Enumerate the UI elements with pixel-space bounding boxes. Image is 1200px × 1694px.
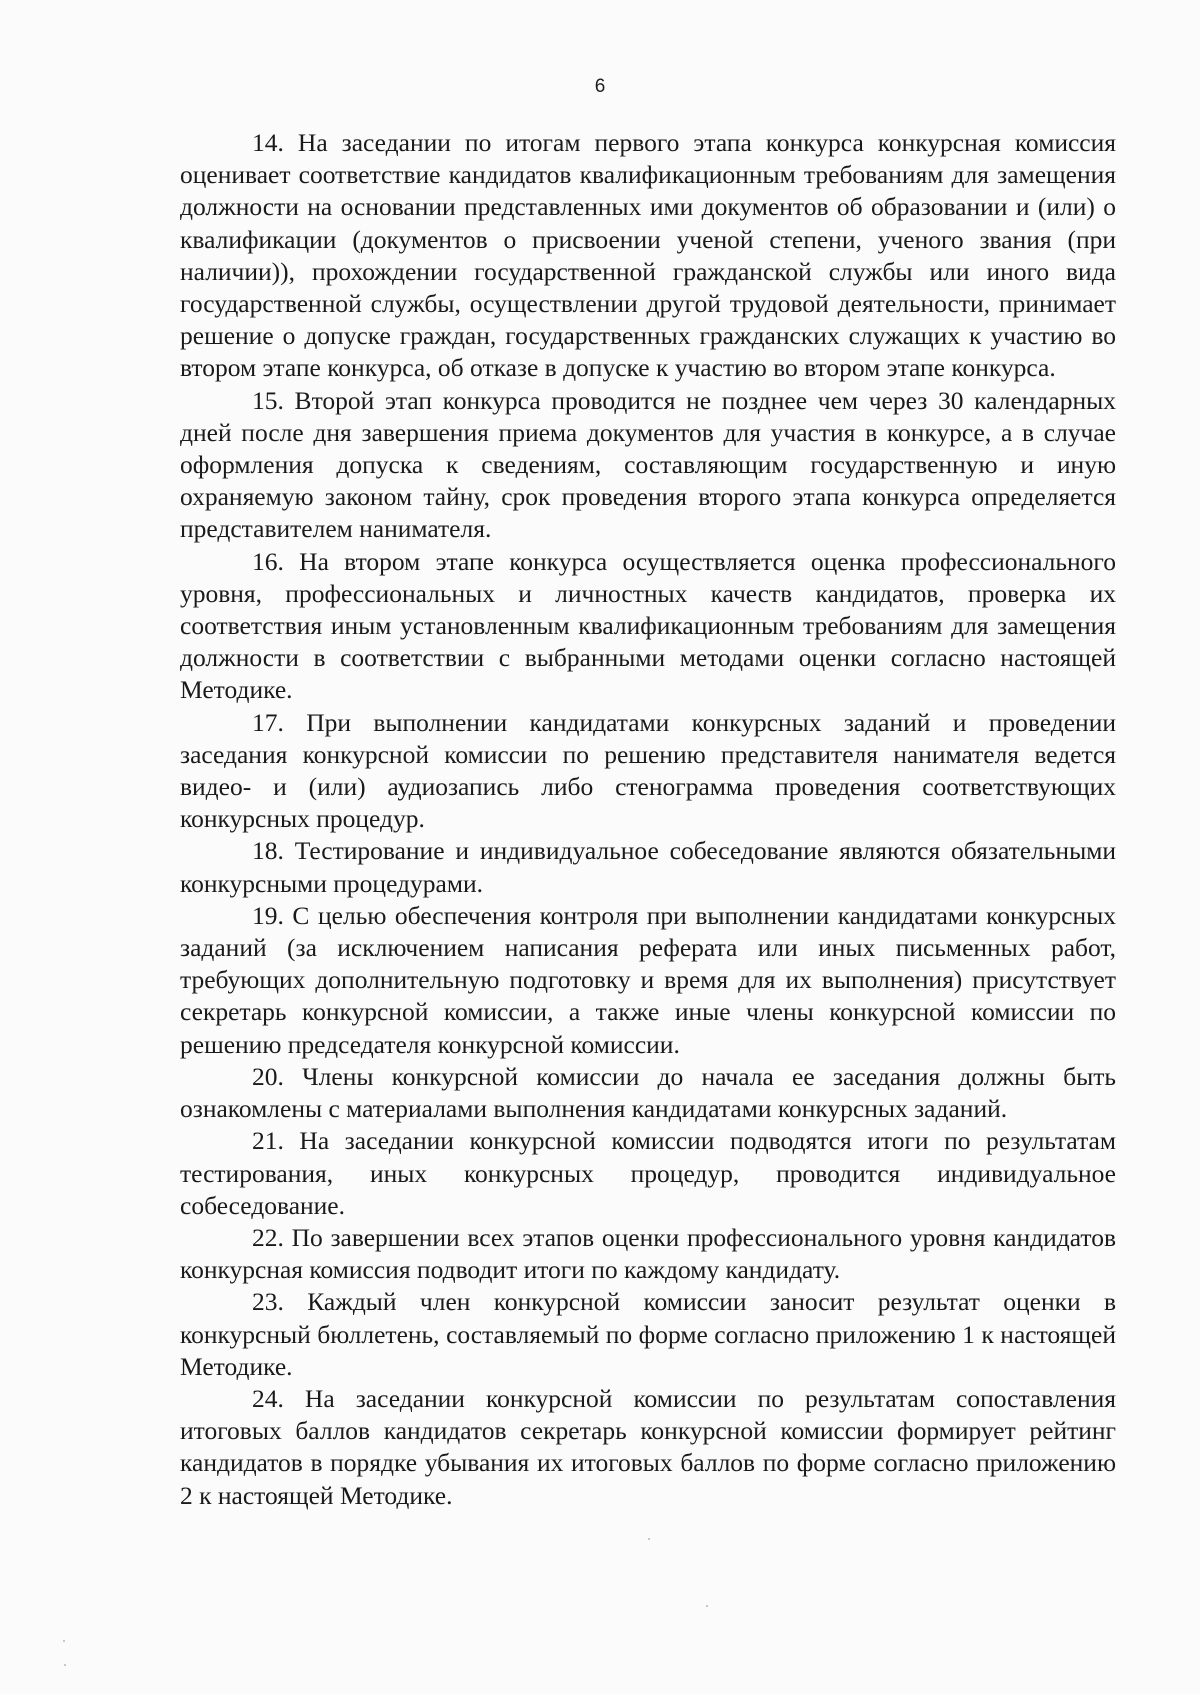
- document-body: [180, 127, 1116, 1512]
- scan-speck: [64, 1664, 66, 1666]
- paragraph-21: 21. На заседании конкурсной комиссии подводятся итоги по результатам тестирования, иных конкурсных процедур, проводится индивидуальное собеседование.: [180, 1126, 1116, 1220]
- paragraph-17: 17. При выполнении кандидатами конкурсных заданий и проведении заседания конкурсной комиссии по решению представителя нанимателя ведется видео- и (или) аудиозапись либо стенограмма проведения соответствующих конкурсных процедур.: [180, 707, 1116, 834]
- paragraph-19: 19. С целью обеспечения контроля при выполнении кандидатами конкурсных заданий (за исключением написания реферата или иных письменных работ, требующих дополнительную подготовку и время для их выполнения) присутствует секретарь конкурсной комиссии, а также иные члены конкурсной комиссии по решению председателя конкурсной комиссии.: [180, 900, 1116, 1059]
- paragraph-23: 23. Каждый член конкурсной комиссии заносит результат оценки в конкурсный бюллетень, составляемый по форме согласно приложению 1 к настоящей Методике.: [180, 1287, 1116, 1381]
- page-number: 6: [594, 76, 606, 97]
- paragraph-18: 18. Тестирование и индивидуальное собеседование являются обязательными конкурсными процедурами.: [180, 836, 1116, 898]
- paragraph-16: 16. На втором этапе конкурса осуществляется оценка профессионального уровня, профессиональных и личностных качеств кандидатов, проверка их соответствия иным установленным квалификационным требованиям для замещения должности в соответствии с выбранными методами оценки согласно настоящей Методике.: [180, 546, 1116, 705]
- paragraph-20: 20. Члены конкурсной комиссии до начала ее заседания должны быть ознакомлены с материалами выполнения кандидатами конкурсных заданий.: [180, 1061, 1116, 1124]
- scan-speck: [648, 1538, 650, 1540]
- paragraph-15: 15. Второй этап конкурса проводится не позднее чем через 30 календарных дней после дня завершения приема документов для участия в конкурсе, а в случае оформления допуска к сведениям, составляющим государственную и иную охраняемую законом тайну, срок проведения второго этапа конкурса определяется представителем нанимателя.: [180, 385, 1116, 544]
- paragraph-14: 14. На заседании по итогам первого этапа конкурса конкурсная комиссия оценивает соответствие кандидатов квалификационным требованиям для замещения должности на основании представленных ими документов об образовании и (или) о квалификации (документов о присвоении ученой степени, ученого звания (при наличии)), прохождении государственной гражданской службы или иного вида государственной службы, осуществлении другой трудовой деятельности, принимает решение о допуске граждан, государственных гражданских служащих к участию во втором этапе конкурса, об отказе в допуске к участию во втором этапе конкурса.: [180, 128, 1116, 383]
- scan-speck: [63, 1640, 65, 1642]
- paragraph-22: 22. По завершении всех этапов оценки профессионального уровня кандидатов конкурсная комиссия подводит итоги по каждому кандидату.: [180, 1222, 1116, 1285]
- scan-speck: [706, 1605, 708, 1607]
- paragraph-24: 24. На заседании конкурсной комиссии по результатам сопоставления итоговых баллов кандидатов секретарь конкурсной комиссии формирует рейтинг кандидатов в порядке убывания их итоговых баллов по форме согласно приложению 2 к настоящей Методике.: [180, 1383, 1116, 1510]
